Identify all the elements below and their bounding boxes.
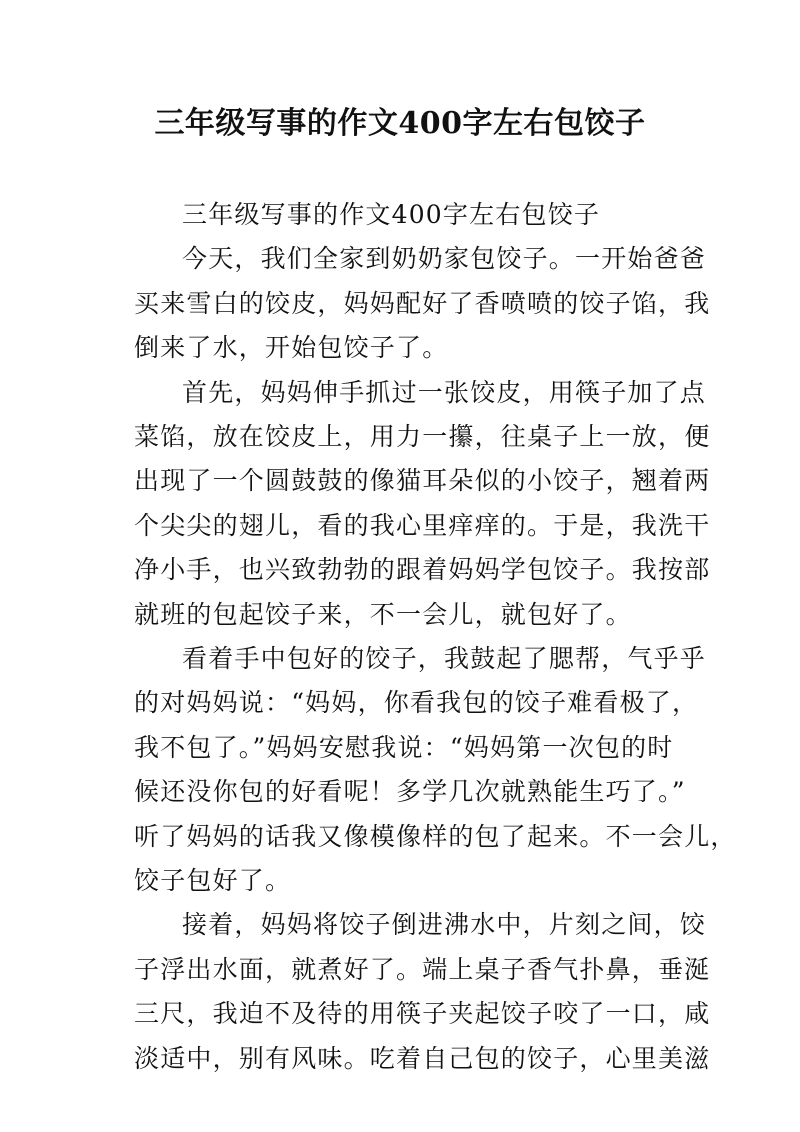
paragraph-line: 出现了一个圆鼓鼓的像猫耳朵似的小饺子，翘着两 — [134, 466, 711, 496]
paragraph-line: 淡适中，别有风味。吃着自己包的饺子，心里美滋 — [134, 1043, 711, 1073]
paragraph-line: 菜馅，放在饺皮上，用力一攥，往桌子上一放，便 — [134, 422, 711, 451]
paragraph-line: 看着手中包好的饺子，我鼓起了腮帮，气乎乎 — [182, 644, 707, 673]
paragraph-line: 首先，妈妈伸手抓过一张饺皮，用筷子加了点 — [182, 377, 707, 407]
paragraph-line: 饺子包好了。 — [134, 866, 292, 895]
paragraph-line: 听了妈妈的话我又像模像样的包了起来。不一会儿， — [134, 821, 737, 851]
paragraph-line: 我不包了。”妈妈安慰我说：“妈妈第一次包的时 — [134, 732, 674, 762]
paragraph-line: 个尖尖的翅儿，看的我心里痒痒的。于是，我洗干 — [134, 510, 711, 540]
paragraph-line: 子浮出水面，就煮好了。端上桌子香气扑鼻，垂涎 — [134, 954, 711, 984]
document-title: 三年级写事的作文400字左右包饺子 — [154, 106, 646, 141]
paragraph-line: 三尺，我迫不及待的用筷子夹起饺子咬了一口，咸 — [134, 999, 711, 1029]
paragraph-line: 就班的包起饺子来，不一会儿，就包好了。 — [134, 599, 632, 629]
paragraph-line: 的对妈妈说：“妈妈，你看我包的饺子难看极了， — [134, 688, 699, 718]
paragraph-line: 买来雪白的饺皮，妈妈配好了香喷喷的饺子馅，我 — [134, 288, 711, 318]
paragraph-line: 倒来了水，开始包饺子了。 — [134, 333, 449, 363]
subtitle-line: 三年级写事的作文400字左右包饺子 — [182, 200, 601, 229]
paragraph-line: 候还没你包的好看呢！多学几次就熟能生巧了。” — [134, 777, 686, 807]
paragraph-line: 接着，妈妈将饺子倒进沸水中，片刻之间，饺 — [182, 910, 707, 940]
paragraph-line: 净小手，也兴致勃勃的跟着妈妈学包饺子。我按部 — [134, 555, 711, 585]
paragraph-line: 今天，我们全家到奶奶家包饺子。一开始爸爸 — [182, 244, 707, 274]
